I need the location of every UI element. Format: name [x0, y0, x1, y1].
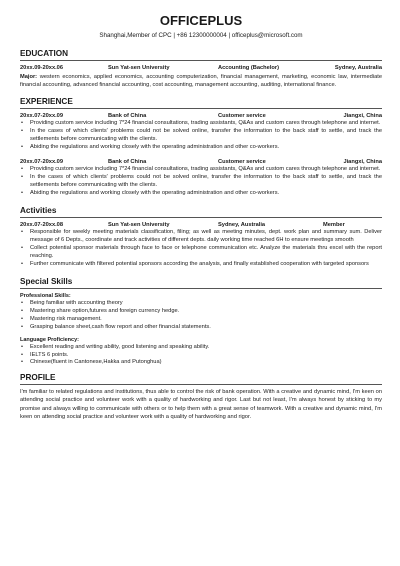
- section-divider: [20, 60, 382, 61]
- skills-section: [20, 277, 382, 367]
- job-company: Bank of China: [108, 158, 147, 165]
- skill-item: • Mastering share option,futures and foreign currency hedge.: [20, 308, 382, 316]
- education-school: Sun Yat-sen University: [108, 65, 170, 71]
- education-location: Sydney, Australia: [334, 65, 382, 71]
- section-divider: [20, 108, 382, 109]
- job-bullet: • In the cases of which clients' problems could not be solved online, transfer the information to the back staff to settle, and track the settlements before communicating with the clients.: [20, 128, 382, 144]
- language-item: • IELTS 6 points.: [20, 352, 382, 360]
- skill-item: • Mastering risk management.: [20, 316, 382, 324]
- education-section: [20, 49, 382, 89]
- language-item: • Excellent reading and writing ability, good listening and speaking ability.: [20, 344, 382, 352]
- activity-row: [20, 221, 382, 230]
- major-text: western economics, applied economics, accounting computerization, financial management, marketing, economic law, intermediate financial accounting, advanced financial accounting, cost accounting, management accounting, auditing, international finance.: [20, 73, 382, 88]
- experience-section: [20, 97, 382, 198]
- activity-date: 20xx.07-20xx.08: [20, 221, 64, 228]
- skill-item: • Grasping balance sheet,cash flow report and other financial statements.: [20, 324, 382, 332]
- language-list: [20, 344, 382, 368]
- major-label: Major:: [20, 73, 38, 80]
- job-bullet: • Providing custom service including 7*24 financial consultations, trading assistants, Q&As and custom cares through telephone and internet.: [20, 166, 382, 174]
- profile-text: I'm familiar to related regulations and institutions, thus able to control the risk of bank operation. With a creative and dynamic mind, I'm keen on attending social practice and volunteer work with a quality of hardworking and rigor. Last but not least, I'm always honest by sticking to my promise and always willing to communicate with others or to help them with a great sense of teamwork. With a creative and dynamic mind, I'm keen on attending social practice and volunteer work with a quality of hardworking and rigor.: [20, 389, 382, 420]
- contact-line: Shanghai,Member of CPC | +86 12300000004 | officeplus@microsoft.com: [99, 32, 303, 39]
- activity-org: Sun Yat-sen University: [108, 221, 170, 228]
- skills-title: Special Skills: [20, 276, 73, 286]
- education-degree: Accounting (Bachelor): [218, 65, 279, 71]
- activity-bullet: • Further communicate with filtered potential sponsors according the analysis, and finally established cooperation with targeted sponsors: [20, 261, 382, 269]
- professional-skills-label: Professional Skills:: [20, 292, 71, 299]
- job-location: Jiangxi, China: [343, 158, 382, 165]
- education-major: [20, 73, 382, 89]
- job-bullets: [20, 120, 382, 152]
- section-divider: [20, 288, 382, 289]
- job-bullet: • Providing custom service including 7*24 financial consultations, trading assistants, Q&As and custom cares through telephone and internet.: [20, 120, 382, 128]
- experience-title: EXPERIENCE: [20, 96, 73, 106]
- section-divider: [20, 217, 382, 218]
- job-bullet: • Abiding the regulations and working closely with the operating administration and other co-workers.: [20, 190, 382, 198]
- job-bullet: • In the cases of which clients' problems could not be solved online, transfer the information to the back staff to settle, and track the settlements before communicating with the clients.: [20, 174, 382, 190]
- activities-title: Activities: [20, 205, 57, 215]
- job-entry: [20, 112, 382, 152]
- job-role: Customer service: [218, 158, 266, 165]
- job-row: [20, 112, 382, 121]
- job-bullet: • Abiding the regulations and working closely with the operating administration and other co-workers.: [20, 144, 382, 152]
- activity-bullets: [20, 229, 382, 269]
- candidate-name: OFFICEPLUS: [159, 13, 243, 28]
- education-title: EDUCATION: [20, 49, 69, 58]
- job-entry: [20, 158, 382, 198]
- activities-section: [20, 206, 382, 269]
- job-location: Jiangxi, China: [343, 112, 382, 119]
- language-proficiency-label: Language Proficiency:: [20, 336, 79, 343]
- activity-role: Member: [323, 221, 345, 228]
- job-role: Customer service: [218, 112, 266, 119]
- activity-bullet: • Collect potential sponsor materials through face to face or telephone communication etc. Analyze the materials thru excel with the report reaching.: [20, 245, 382, 261]
- skill-item: • Being familiar with accounting theory: [20, 300, 382, 308]
- education-date: 20xx.09-20xx.06: [20, 65, 64, 71]
- professional-skills-list: [20, 300, 382, 332]
- job-company: Bank of China: [108, 112, 147, 119]
- profile-section: [20, 373, 382, 420]
- profile-title: PROFILE: [20, 373, 56, 383]
- job-row: [20, 158, 382, 167]
- activity-bullet: • Responsible for weekly meeting materials classification, filing; as well as meeting minutes, dept. work plan and summary sum. Deliver message of 6 Depts., coordinate and track activities of different depts. daily working time reached 6H to ensure meetings smooth: [20, 229, 382, 245]
- education-row: [20, 64, 382, 73]
- job-date: 20xx.07-20xx.09: [20, 158, 64, 165]
- section-divider: [20, 384, 382, 385]
- activity-location: Sydney, Australia: [218, 221, 266, 228]
- language-item: • Chinese(fluent in Cantonese,Hakka and Putonghua): [20, 359, 382, 367]
- job-date: 20xx.07-20xx.09: [20, 112, 64, 119]
- job-bullets: [20, 166, 382, 198]
